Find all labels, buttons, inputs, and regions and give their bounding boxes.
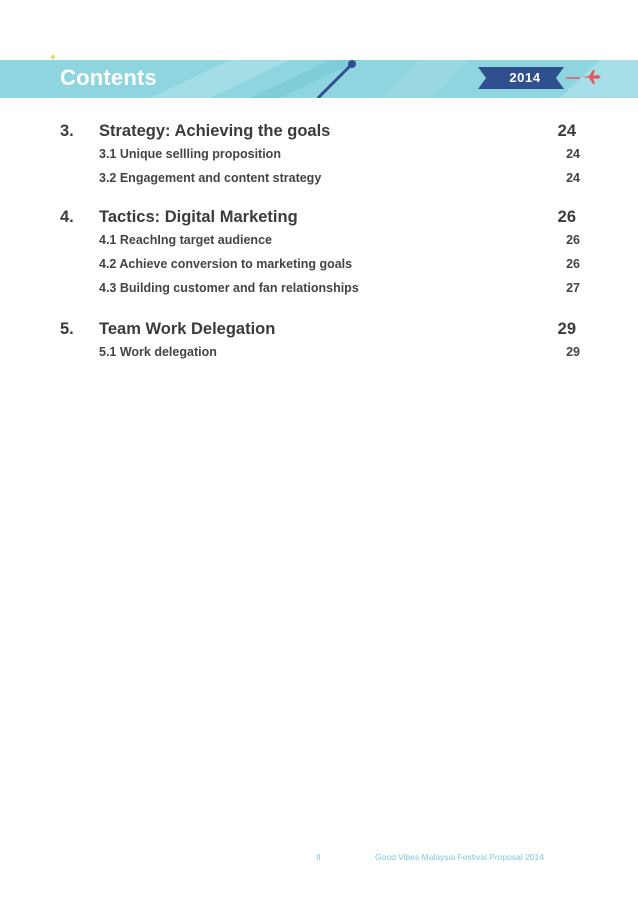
page-footer (0, 852, 638, 866)
subsection-page: 26 (566, 233, 580, 247)
toc-heading-row[interactable] (60, 208, 580, 230)
page-title: Contents (60, 65, 157, 90)
section-number: 5. (60, 320, 74, 338)
subsection-title: 4.1 ReachIng target audience (99, 233, 272, 247)
toc-subitem[interactable] (60, 342, 580, 366)
section-title: Team Work Delegation (99, 320, 276, 338)
subsection-page: 26 (566, 257, 580, 271)
footer-page-number: II (316, 852, 321, 862)
year-label: 2014 (509, 70, 541, 85)
toc-subitem[interactable] (60, 144, 580, 168)
toc-section-5 (60, 320, 580, 366)
subsection-title: 3.2 Engagement and content strategy (99, 171, 322, 185)
subsection-title: 3.1 Unique sellling proposition (99, 147, 281, 161)
toc-subitem[interactable] (60, 278, 580, 302)
toc-heading-row[interactable] (60, 122, 580, 144)
section-title: Strategy: Achieving the goals (99, 122, 331, 140)
section-page: 29 (557, 320, 576, 338)
toc-subitem[interactable] (60, 168, 580, 192)
subsection-page: 24 (566, 171, 580, 185)
subsection-title: 4.2 Achieve conversion to marketing goals (99, 257, 353, 271)
subsection-page: 27 (566, 281, 580, 295)
section-number: 4. (60, 208, 74, 226)
subsection-title: 5.1 Work delegation (99, 345, 217, 359)
toc-subitem[interactable] (60, 230, 580, 254)
subsection-page: 29 (566, 345, 580, 359)
section-page: 24 (557, 122, 576, 140)
subsection-title: 4.3 Building customer and fan relationships (99, 281, 359, 295)
subsection-page: 24 (566, 147, 580, 161)
toc-heading-row[interactable] (60, 320, 580, 342)
toc-section-4 (60, 208, 580, 302)
section-number: 3. (60, 122, 74, 140)
toc-section-3 (60, 122, 580, 192)
section-title: Tactics: Digital Marketing (99, 208, 298, 226)
footer-document-title: Good Vibes Malaysia Festival Proposal 2014 (375, 852, 544, 862)
plane-icon (580, 69, 602, 85)
section-page: 26 (557, 208, 576, 226)
toc-subitem[interactable] (60, 254, 580, 278)
